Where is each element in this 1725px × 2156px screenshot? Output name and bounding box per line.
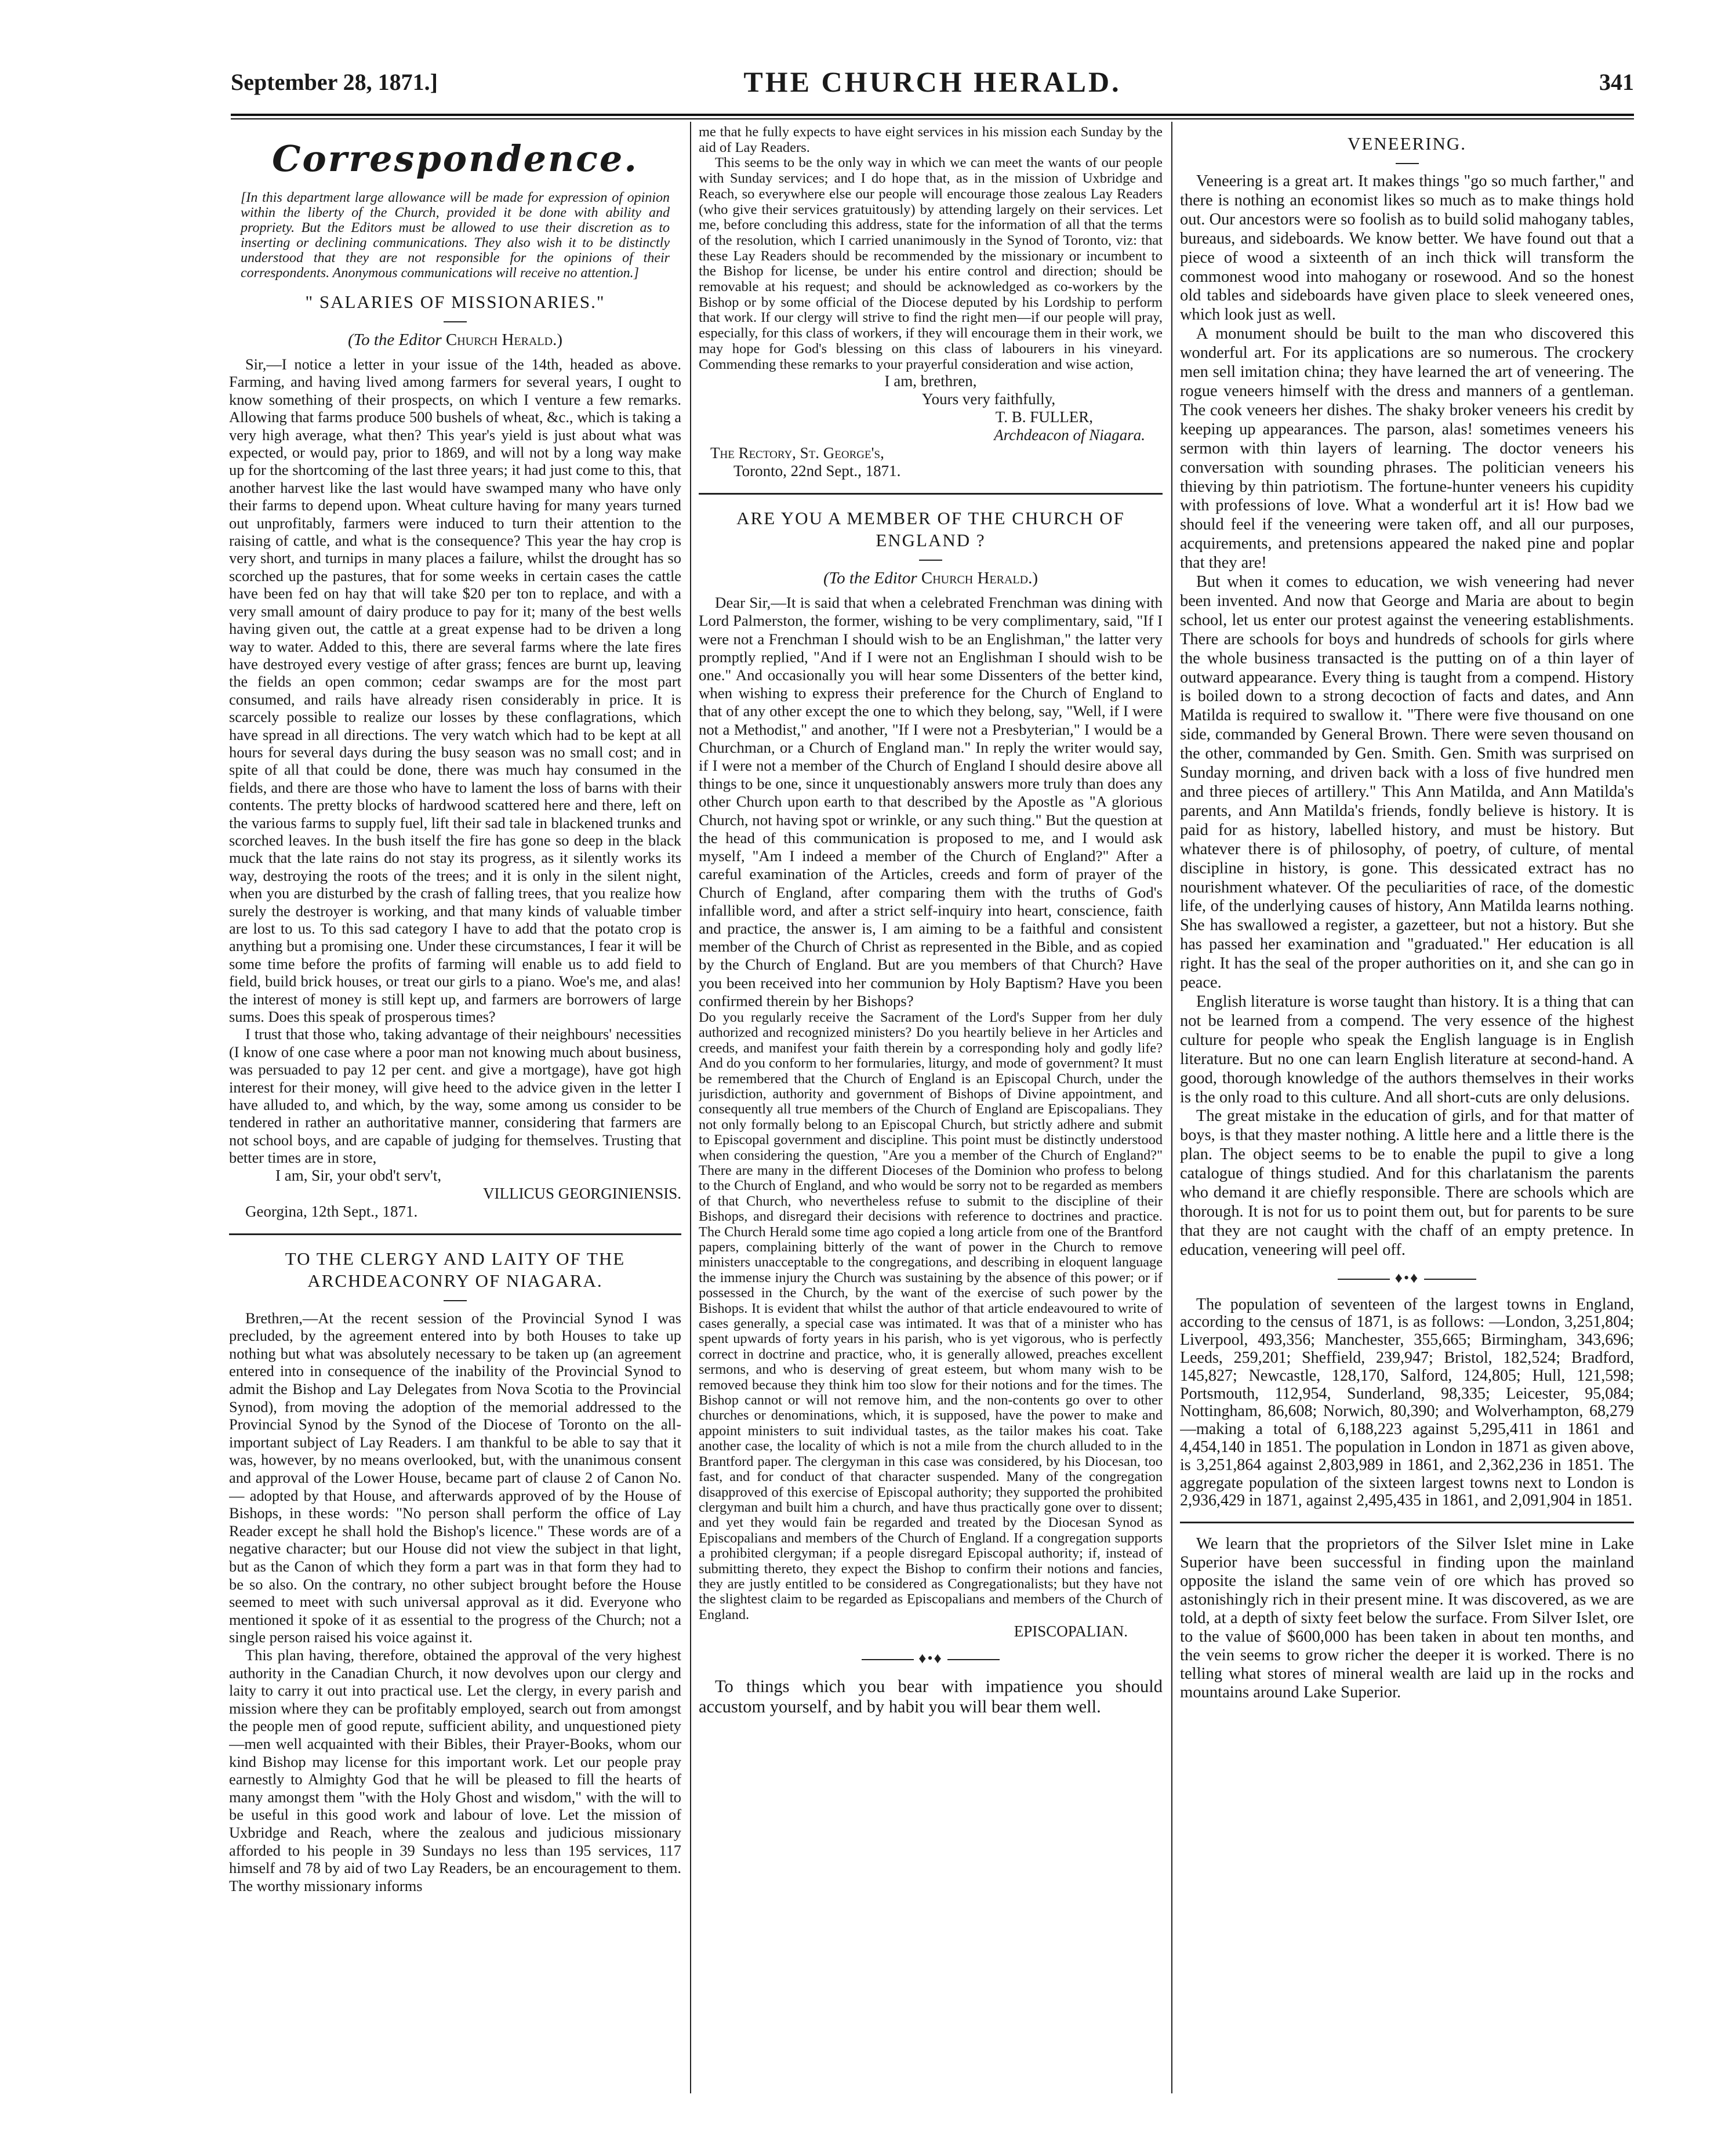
letter-place-date: Georgina, 12th Sept., 1871. bbox=[245, 1202, 418, 1220]
column-divider bbox=[1171, 122, 1172, 2093]
article-body bbox=[1180, 172, 1634, 1260]
to-editor-line bbox=[699, 569, 1163, 588]
paragraph: Dear Sir,—It is said that when a celebrated Frenchman was dining with Lord Palmerston, the former, wishing to be very complimentary, said, "If I were not a Frenchman I should wish to be an Englishman," the latter very promptly replied, "And if I were not an Englishman I should wish to be one." And occasionally you will hear some Dissenters of the better kind, when wishing to express their preference for the Church of England to that of any other except the one to which they belong, say, "Well, if I were not a Methodist," and another, "If I were not a Presbyterian," I would be a Churchman, or a Church of England man." In reply the writer would say, if I were not a member of the Church of England I should desire above all things to be one, since it unquestionably answers more truly than does any other Church upon earth to that described by the Apostle as "A glorious Church, not having spot or wrinkle, or any such thing." But the question at the head of this communication is proposed to me, and I would ask myself, "Am I indeed a member of the Church of England?" After a careful examination of the Articles, creeds and form of prayer of the Church of England, after comparing them with the truths of God's infallible word, and after a strict self-inquiry into heart, conscience, faith and practice, the answer is, I am aiming to be a faithful and consistent member of the Church of Christ as represented in the Bible, and as copied by the Church of England. But are you members of that Church? Have you been received into her communion by Holy Baptism? Have you been confirmed therein by her Bishops? bbox=[699, 594, 1163, 1010]
section-rule bbox=[229, 1233, 681, 1235]
paragraph: But when it comes to education, we wish veneering had never been invented. And now that George and Maria are about to begin school, let us enter our protest against the veneering establishments. There are schools for boys and hundreds of schools for girls where the whole business transacted is the putting on of a thin layer of outward appearance. Every thing is taught from a compend. History is boiled down to a strong decoction of facts and dates, and Ann Matilda is required to swallow it. "There were five thousand on one side, commanded by General Brown. There were seven thousand on the other, commanded by Gen. Smith. Gen. Smith was surprised on Sunday morning, and driven back with a loss of five hundred men and three pieces of artillery." This Ann Matilda, and Ann Matilda's parents, and Ann Matilda's friends, fondly believe is history. It is paid for as history, labelled history, and must be history. But whatever there is of philosophy, of poetry, of culture, of mental discipline in history, is gone. This dessicated extract has no nourishment whatever. Of the peculiarities of race, of the domestic life, of the underlying causes of history, Ann Matilda learns nothing. She has swallowed a register, a gazetteer, but not a history. But she has passed her examination and "graduated." Her education is all right. It has the seal of the proper authorities on it, and she can go in peace. bbox=[1180, 573, 1634, 992]
section-rule bbox=[1180, 1522, 1634, 1523]
section-ornament: ♦•♦ bbox=[1180, 1269, 1634, 1287]
letter-date: Toronto, 22nd Sept., 1871. bbox=[733, 462, 901, 480]
letter-continuation bbox=[699, 125, 1163, 372]
column-2 bbox=[699, 125, 1163, 1717]
silver-islet-paragraph bbox=[1180, 1535, 1634, 1702]
letter-heading: ARE YOU A MEMBER OF THE CHURCH OF ENGLAND ? bbox=[736, 508, 1125, 551]
paragraph: This seems to be the only way in which we can meet the wants of our people with Sunday services; and I do hope that, as in the mission of Uxbridge and Reach, so everywhere else our people will encourage those zealous Lay Readers (who give their services gratuitously) by attending largely on their services. Let me, before concluding this address, state for the information of all that the terms of the resolution, which I carried unanimously in the Synod of Toronto, viz: that these Lay Readers should be recommended by the missionary or incumbent to the Bishop for license, be under his entire control and direction; should be removable at his request; and should be acknowledged as co-workers by the Bishop or by some official of the Diocese deputed by his Lordship to perform that work. If our clergy will strive to find the right men—if our people will pray, especially, for this class of workers, if they will encourage them in their work, we may hope for God's blessing on this class of labourers in his vineyard. Commending these remarks to your prayerful consideration and wise action, bbox=[699, 155, 1163, 372]
department-note: [In this department large allowance will be made for expression of opinion within the liberty of the Church, provided it be done with ability and propriety. But the Editors must be allowed to use their discretion as to inserting or declining communications. They also wish it to be distinctly understood that they are not responsible for the opinions of their correspondents. Anonymous communications will receive no attention.] bbox=[241, 190, 670, 281]
department-title: Correspondence. bbox=[272, 137, 638, 180]
paragraph: Veneering is a great art. It makes things "go so much farther," and there is nothing an economist likes so much as to make things hold out. Our ancestors were so foolish as to build solid mahogany tables, bureaus, and sideboards. We know better. We have found out that a piece of wood a sixteenth of an inch thick will transform the commonest wood into mahogany or rosewood. And so the honest old tables and sideboards have given place to sleek veneered ones, which look just as well. bbox=[1180, 172, 1634, 324]
issue-date: September 28, 1871.] bbox=[231, 69, 438, 95]
to-editor-name: Church Herald.) bbox=[445, 331, 563, 349]
letter-body bbox=[229, 355, 681, 1167]
paragraph: This plan having, therefore, obtained the approval of the very highest authority in the Canadian Church, it now devolves upon our clergy and laity to carry it out into practical use. Let the clergy, in every parish and mission where they can be profitably employed, search out from amongst the people men of good repute, sufficient ability, and unquestioned piety—men well acquainted with their Bibles, their Prayer-Books, whom our kind Bishop may license for this important work. Let our people pray earnestly to Almighty God that he will be pleased to fill the hearts of many amongst them "with the Holy Ghost and wisdom," with the will to be useful in this good work and labour of love. Let the mission of Uxbridge and Reach, where the zealous and judicious missionary afforded to his people in 39 Sundays no less than 195 services, 117 himself and 78 by aid of two Lay Readers, be an encouragement to them. The worthy missionary informs bbox=[229, 1646, 681, 1894]
letter-closing: I am, brethren, bbox=[884, 372, 977, 390]
letter-signature: T. B. FULLER, bbox=[995, 408, 1093, 426]
divider bbox=[444, 321, 467, 322]
letter-signature: EPISCOPALIAN. bbox=[1014, 1623, 1128, 1640]
paragraph: me that he fully expects to have eight services in his mission each Sunday by the aid of Lay Readers. bbox=[699, 125, 1163, 155]
letter-body bbox=[699, 594, 1163, 1010]
paragraph: Do you regularly receive the Sacrament of the Lord's Supper from her duly authorized and recognized ministers? Do you heartily believe in her Articles and creeds, and manifest your faith therein by a corresponding holy and godly life? And do you conform to her formularies, liturgy, and mode of government? It must be remembered that the Church of England is an Episcopal Church, under the jurisdiction, authority and government of Bishops of Divine appointment, and consequently all true members of the Church of England are Episcopalians. They not only formally belong to an Episcopal Church, but strictly adhere and submit to Episcopal government and discipline. This point must be distinctly understood when considering the question, "Are you a member of the Church of England?" There are many in the different Dioceses of the Dominion who profess to belong to the Church of England, and who would be sorry not to be regarded as members of that Church, who nevertheless refuse to submit to the discipline of their Bishops, and disregard their decisions with reference to doctrines and practice. The Church Herald some time ago copied a long article from one of the Brantford papers, complaining bitterly of the want of power in the Church to remove ministers unacceptable to the congregations, and describing in eloquent language the immense injury the Church was sustaining by the absence of this power; or if possessed in the Church, by the want of the exercise of such power by the Bishops. It is evident that whilst the author of that article endeavoured to write of cases generally, a special case was intimated. It was that of a minister who has spent upwards of forty years in his parish, who is yet vigorous, who is perfectly correct in doctrine and practice, who, it is generally allowed, preaches excellent sermons, and who is deserving of great esteem, but whom many wish to be removed because they think him too slow for their notions and for the times. The Bishop cannot or will not remove him, and the non-contents go over to other churches or denominations, which, it is supposed, have the power to make and appoint ministers to suit individual tastes, as the tailor makes his coat. Take another case, the locality of which is not a mile from the church alluded to in the Brantford paper. The clergyman in this case was considered, by his Diocesan, too fast, and for conduct of that character suspended. Many of the congregation disapproved of this exercise of Episcopal authority; they supported the prohibited clergyman and built him a church, and have thus practically gone over to dissent; and yet they would fain be regarded and treated by the Diocesan Synod as Episcopalians and members of the Church of England. If a congregation supports a prohibited clergyman; if a people disregard Episcopal authority; if, instead of submitting thereto, they expect the Bishop to confirm their notions and fancies, they are justly entitled to be considered as Congregationalists; but they have not the slightest claim to be regarded as Episcopalians and members of the Church of England. bbox=[699, 1009, 1163, 1623]
column-divider bbox=[690, 122, 691, 2093]
header-rule bbox=[231, 114, 1634, 119]
to-editor-prefix: (To the Editor bbox=[347, 331, 442, 349]
paragraph: We learn that the proprietors of the Silver Islet mine in Lake Superior have been successful in finding upon the mainland opposite the island the same vein of ore which has proved so astonishingly rich in their present mine. It was discovered, as we are told, at a depth of sixty feet below the surface. From Silver Islet, ore to the value of $600,000 has been taken in about ten months, and the vein seems to grow richer the deeper it is worked. There is no telling what stores of mineral wealth are laid up in the rocks and mountains around Lake Superior. bbox=[1180, 1535, 1634, 1702]
section-rule bbox=[699, 493, 1163, 495]
letter-closing: I am, Sir, your obd't serv't, bbox=[275, 1166, 442, 1184]
letter-signature: VILLICUS GEORGINIENSIS. bbox=[483, 1184, 681, 1202]
to-editor-name: Church Herald.) bbox=[921, 569, 1038, 588]
paragraph: Sir,—I notice a letter in your issue of the 14th, headed as above. Farming, and having lived among farmers for several years, I ought to know something of their prospects, on which I venture a few remarks. Allowing that farms produce 500 bushels of wheat, &c., which is taking a very high average, what then? This year's yield is just about what was expected, or would pay, prior to 1869, and will not by a long way make up for the shortcoming of the last three years; it had just come to this, that another harvest like the last would have swamped many who have only their farms to depend upon. Wheat culture having for many years turned out unprofitably, farmers were induced to turn their attention to the raising of cattle, and what is the consequence? This year the hay crop is very short, and turnips in many places a failure, whilst the drought has so scorched up the pastures, that for some weeks in certain cases the cattle have been fed on hay that will take $20 per ton to replace, and with a very small amount of dairy produce to pay for it; many of the best wells having given out, the cattle at a great expense had to be driven a long way to water. Added to this, there are several farms where the late fires have destroyed every vestige of after grass; fences are burnt up, leaving the fields an open common; cedar swamps are for the most part consumed, and rails have already risen considerably in price. It is scarcely possible to realize our losses by these conflagrations, which have spread in all directions. The very watch which had to be kept at all hours for several days during the busy season was no small cost; and in spite of all that could be done, there was much hay consumed in the fields, and there are those who have to lament the loss of barns with their contents. The pretty blocks of hardwood scattered here and there, left on the various farms to supply fuel, lift their sad tale in blackened trunks and scorched leaves. In the bush itself the fire has gone so deep in the black muck that the late rains do not stay its progress, as it silently works its way, destroying the roots of the trees; and it is only in the silent night, when you are disturbed by the crash of falling trees, that you realize how surely the destroyer is working, and that many kinds of valuable timber are lost to us. To this sad category I have to add that the potato crop is anything but a promising one. Under these circumstances, I fear it will be some time before the profits of farming will enable us to add field to field, build brick houses, or treat our girls to a piano. Woe's me, and alas! the interest of money is still kept up, and farmers are borrowers of large sums. Does this speak of prosperous times? bbox=[229, 355, 681, 1026]
letter-heading: " SALARIES OF MISSIONARIES." bbox=[305, 292, 605, 312]
letter-body-small bbox=[699, 1010, 1163, 1623]
paragraph: The population of seventeen of the largest towns in England, according to the census of 1871, is as follows: —London, 3,251,804; Liverpool, 493,356; Manchester, 355,665; Birmingham, 343,696; Leeds, 259,201; Sheffield, 239,947; Bristol, 182,524; Bradford, 145,827; Newcastle, 128,170, Salford, 124,805; Hull, 121,598; Portsmouth, 112,954, Sunderland, 98,335; Leicester, 95,084; Nottingham, 86,608; Norwich, 80,390; and Wolverhampton, 68,279—making a total of 6,188,223 against 5,295,411 in 1861 and 4,454,140 in 1851. The population in London in 1871 as given above, is 3,251,864 against 2,803,989 in 1861, and 2,362,236 in 1851. The aggregate population of the sixteen largest towns next to London is 2,936,429 in 1871, against 2,495,435 in 1861, and 2,091,904 in 1851. bbox=[1180, 1295, 1634, 1510]
page-number: 341 bbox=[1599, 69, 1634, 95]
paragraph: A monument should be built to the man who discovered this wonderful art. For its applications are so numerous. The crockery men sell imitation china; they have learned the art of veneering. The rogue veneers himself with the dress and manners of a gentleman. The cook veneers her dishes. The shaky broker veneers his credit by keeping up appearances. The parson, alas! sometimes veneers his sermon with thin layers of learning. The doctor veneers his conversation with sounding phrases. The politician veneers his thieving by thin patriotism. The fortune-hunter veneers his cupidity with professions of love. What a wonderful art it is! How bad we should feel if the veneering were taken off, and all our purposes, acquirements, and pretensions appeared the naked pine and poplar that they are! bbox=[1180, 325, 1634, 572]
to-editor-prefix: (To the Editor bbox=[823, 569, 917, 588]
paragraph: English literature is worse taught than history. It is a thing that can not be learned from a compend. The very essence of the highest culture for people who speak the English language is in English literature. But no one can learn English literature at second-hand. A good, thorough knowledge of the authors themselves in their works is the only road to this culture. And all short-cuts are only delusions. bbox=[1180, 992, 1634, 1106]
paper-title: THE CHURCH HERALD. bbox=[743, 66, 1121, 98]
article-heading: VENEERING. bbox=[1347, 133, 1467, 154]
signatory-title: Archdeacon of Niagara. bbox=[994, 426, 1145, 444]
to-editor-line bbox=[229, 331, 681, 350]
letter-closing: Yours very faithfully, bbox=[921, 390, 1056, 408]
maxim bbox=[699, 1676, 1163, 1717]
paragraph: I trust that those who, taking advantage of their neighbours' necessities (I know of one case where a poor man not knowing much about business, was persuaded to pay 12 per cent. and give a mortgage), have got high interest for their money, will give heed to the advice given in the letter I have alluded to, and which, by the way, some among us consider to be tendered in rather an authoritative manner, considering that farmers are not school boys, and are capable of judging for themselves. Trusting that better times are in store, bbox=[229, 1025, 681, 1167]
paragraph: To things which you bear with impatience you should accustom yourself, and by habit you will bear them well. bbox=[699, 1676, 1163, 1717]
population-paragraph bbox=[1180, 1296, 1634, 1511]
running-head bbox=[231, 68, 1634, 109]
section-ornament: ♦•♦ bbox=[699, 1650, 1163, 1667]
column-1 bbox=[229, 125, 681, 1894]
letter-heading: TO THE CLERGY AND LAITY OF THE ARCHDEACONRY OF NIAGARA. bbox=[285, 1248, 626, 1291]
divider bbox=[1396, 163, 1419, 164]
column-3 bbox=[1180, 125, 1634, 1702]
paragraph: The great mistake in the education of girls, and for that matter of boys, is that they master nothing. A little here and a little there is the plan. The object seems to be to enable the pupil to give a long catalogue of things studied. And for this charlatanism the parents who demand it are chiefly responsible. There are schools which are thorough. It is not for us to point them out, but for parents to be sure that they are not caught with the chaff of an empty pretence. In education, veneering will peel off. bbox=[1180, 1107, 1634, 1259]
divider bbox=[444, 1300, 467, 1301]
paragraph: Brethren,—At the recent session of the Provincial Synod I was precluded, by the agreement entered into by both Houses to take up nothing but what was absolutely necessary to be taken up (an agreement entered into in consequence of the inability of the Provincial Synod to admit the Bishop and Lay Delegates from Nova Scotia to the Provincial Synod), from moving the adoption of the memorial addressed to the Provincial Synod by the Synod of the Diocese of Toronto on the all-important subject of Lay Readers. I am thankful to be able to say that it was, however, by no means overlooked, but, with the unanimous consent and approval of the Lower House, became part of clause 2 of Canon No. — adopted by that House, and afterwards approved of by the House of Bishops, in these words: "No person shall perform the office of Lay Reader except he shall hold the Bishop's licence." These words are of a negative character; but our House did not view the subject in that light, but as the Canon of which they form a part was in that form they had to be so also. On the contrary, no other subject brought before the House seemed to meet with such universal approval as it did. Everyone who mentioned it spoke of it as essential to the progress of the Church; not a single person raised his voice against it. bbox=[229, 1309, 681, 1646]
letter-place: The Rectory, St. George's, bbox=[710, 444, 884, 462]
letter-body bbox=[229, 1309, 681, 1895]
divider bbox=[919, 560, 942, 561]
